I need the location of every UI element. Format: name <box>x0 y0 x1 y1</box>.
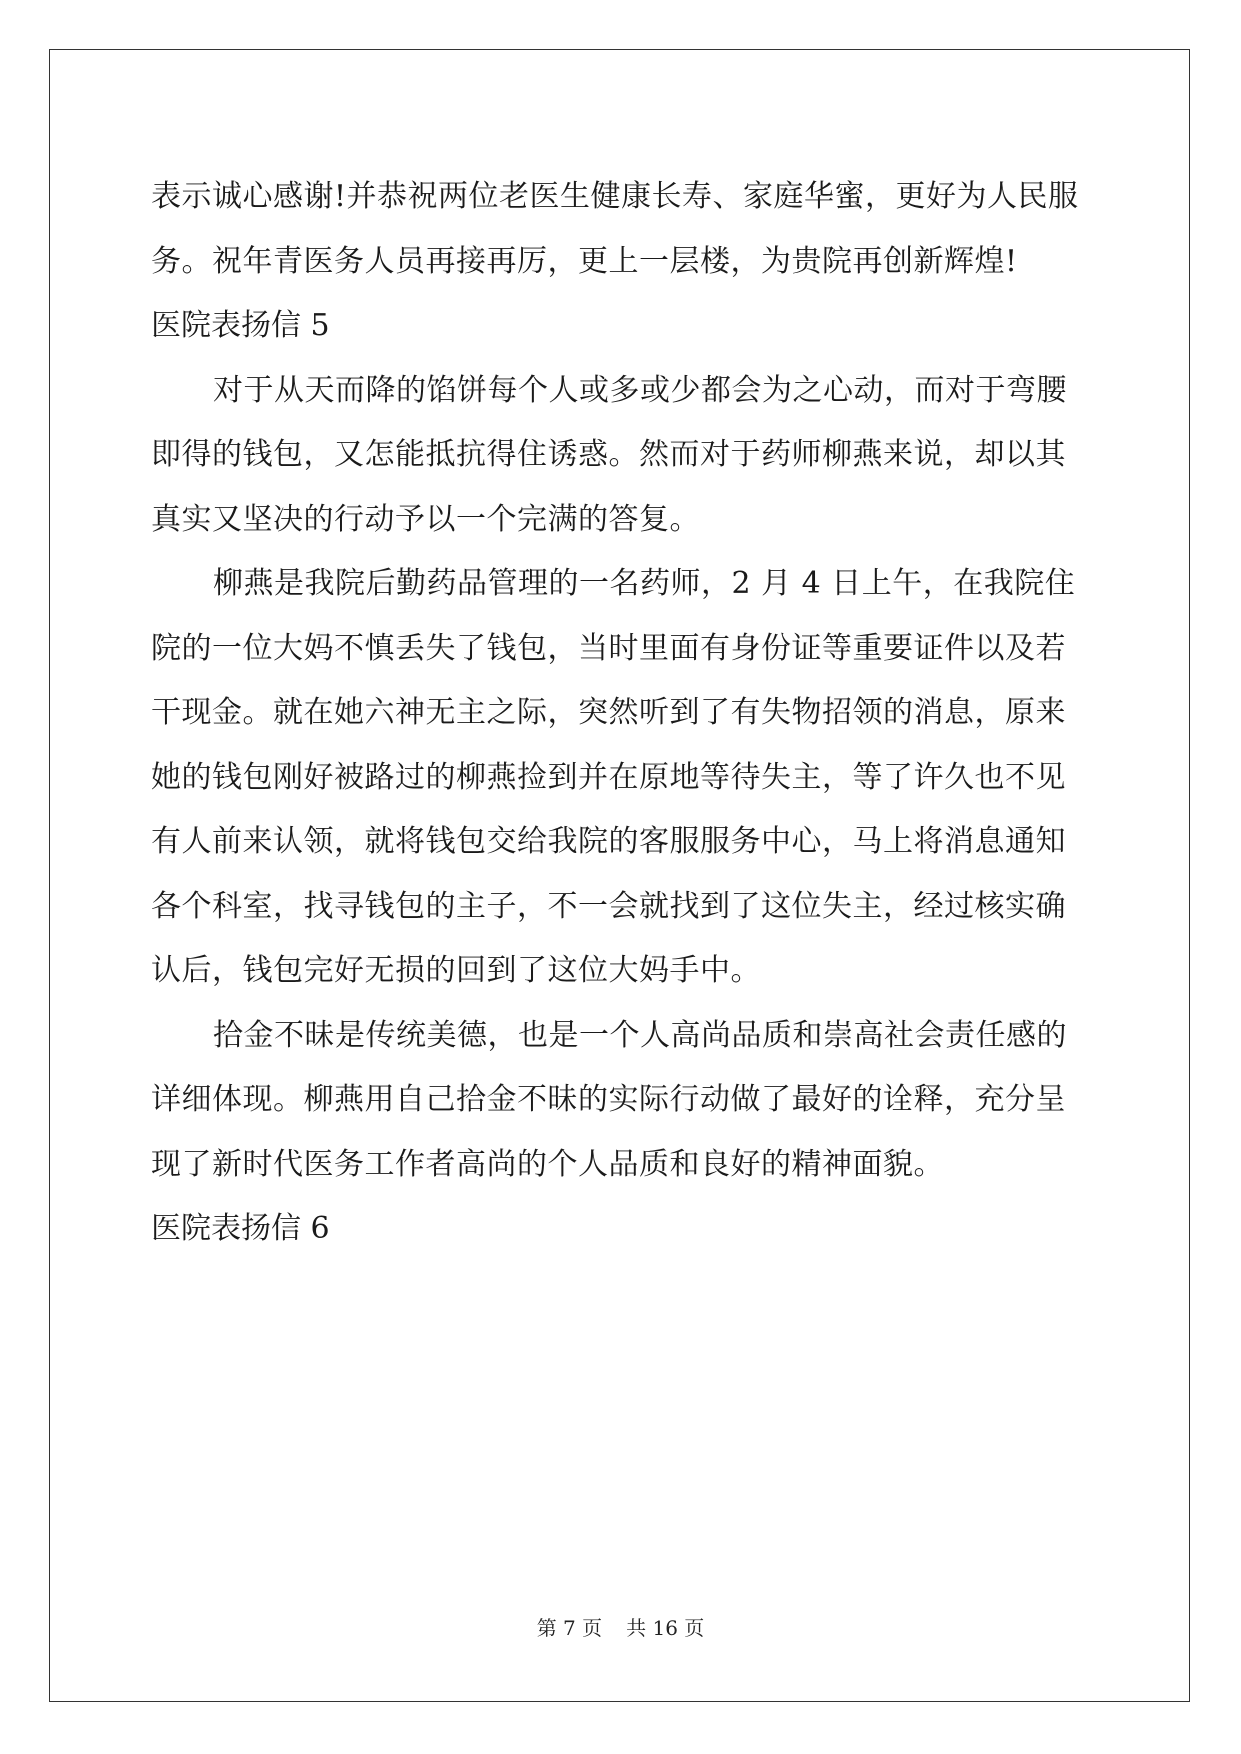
page-total: 共 16 页 <box>626 1616 705 1640</box>
text-line: 干现金。就在她六神无主之际，突然听到了有失物招领的消息，原来 <box>151 695 1066 730</box>
text-line: 各个科室，找寻钱包的主子，不一会就找到了这位失主，经过核实确 <box>151 888 1066 924</box>
text-line: 务。祝年青医务人员再接再厉，更上一层楼，为贵院再创新辉煌! <box>151 243 1018 279</box>
page-footer <box>0 1612 1241 1641</box>
text-line: 有人前来认领，就将钱包交给我院的客服服务中心，马上将消息通知 <box>151 824 1066 859</box>
document-body <box>151 165 1089 1262</box>
text-line: 详细体现。柳燕用自己拾金不昧的实际行动做了最好的诠释，充分呈 <box>151 1082 1066 1117</box>
paragraph-first-line: 对于从天而降的馅饼每个人或多或少都会为之心动，而对于弯腰 <box>213 372 1067 408</box>
text-line: 表示诚心感谢!并恭祝两位老医生健康长寿、家庭华蜜，更好为人民服 <box>151 179 1079 214</box>
text-line: 院的一位大妈不慎丢失了钱包，当时里面有身份证等重要证件以及若 <box>151 630 1066 666</box>
page-number: 第 7 页 <box>536 1616 603 1640</box>
text-line: 她的钱包刚好被路过的柳燕捡到并在原地等待失主，等了许久也不见 <box>151 759 1066 795</box>
text-line: 认后，钱包完好无损的回到了这位大妈手中。 <box>151 953 761 988</box>
section-heading: 医院表扬信 6 <box>151 1211 330 1246</box>
text-line: 即得的钱包，又怎能抵抗得住诱惑。然而对于药师柳燕来说，却以其 <box>151 437 1066 472</box>
section-heading: 医院表扬信 5 <box>151 308 330 343</box>
text-line: 真实又坚决的行动予以一个完满的答复。 <box>151 501 700 537</box>
paragraph-first-line: 拾金不昧是传统美德，也是一个人高尚品质和崇高社会责任感的 <box>213 1017 1067 1053</box>
text-line: 现了新时代医务工作者高尚的个人品质和良好的精神面貌。 <box>151 1146 944 1182</box>
paragraph-first-line: 柳燕是我院后勤药品管理的一名药师，2 月 4 日上午，在我院住 <box>213 566 1076 601</box>
